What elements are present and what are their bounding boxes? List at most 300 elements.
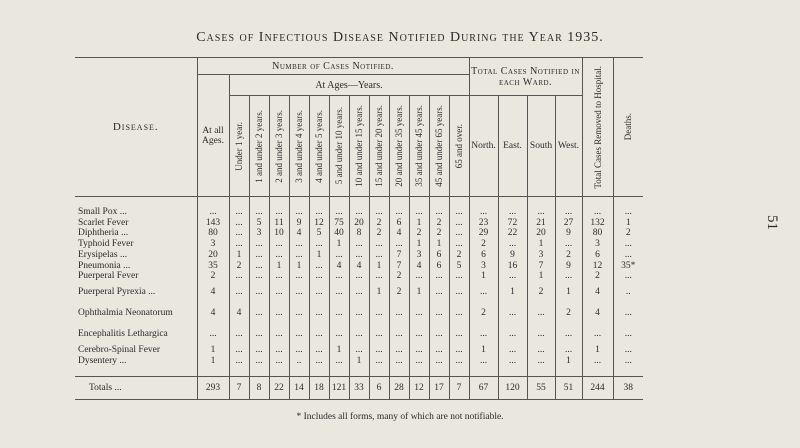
table-cell: ... xyxy=(309,239,329,250)
disease-name: Small Pox ... xyxy=(78,207,127,217)
footnote: * Includes all forms, many of which are not notifiable. xyxy=(296,412,504,422)
table-cell: 9 xyxy=(555,261,582,272)
table-cell: ... xyxy=(429,324,449,345)
table-cell: ... xyxy=(498,324,527,345)
table-cell: ... xyxy=(229,218,249,229)
table-cell: 2 xyxy=(555,303,582,324)
table-cell: ... xyxy=(449,207,469,218)
table-cell: 4 xyxy=(197,282,229,303)
table-cell: ... xyxy=(269,271,289,282)
table-cell: ... xyxy=(527,356,555,367)
table-cell: 1 xyxy=(329,239,349,250)
table-cell: ... xyxy=(249,303,269,324)
table-cell: 1 xyxy=(269,261,289,272)
table-cell: 5 xyxy=(309,228,329,239)
table-cell: ... xyxy=(527,345,555,356)
disease-name: Dysentery ... xyxy=(78,355,127,366)
table-cell: 20 xyxy=(197,250,229,261)
table-row xyxy=(75,250,643,261)
table-cell: ... xyxy=(229,271,249,282)
table-cell: 1 xyxy=(197,345,229,356)
ward-header: West. xyxy=(555,96,582,197)
age-group-header: 20 and under 35 years. xyxy=(389,96,409,197)
table-cell: 10 xyxy=(269,228,289,239)
table-cell: .. xyxy=(613,282,643,303)
table-cell: ... xyxy=(613,239,643,250)
totals-cell: 14 xyxy=(289,377,309,400)
table-cell: 6 xyxy=(429,250,449,261)
table-cell: ... xyxy=(289,324,309,345)
totals-cell: 6 xyxy=(369,377,389,400)
table-cell: 27 xyxy=(555,218,582,229)
table-cell: ... xyxy=(469,356,498,367)
table-cell: 8 xyxy=(349,228,369,239)
table-cell: ... xyxy=(249,282,269,303)
table-cell: 2 xyxy=(613,228,643,239)
table-cell: ... xyxy=(229,207,249,218)
table-row xyxy=(75,345,643,356)
table-cell: ... xyxy=(197,324,229,345)
table-cell: 3 xyxy=(249,228,269,239)
table-cell: ... xyxy=(449,324,469,345)
table-cell: 21 xyxy=(527,218,555,229)
table-cell: ... xyxy=(329,324,349,345)
table-cell: 2 xyxy=(389,271,409,282)
table-cell: ... xyxy=(389,345,409,356)
table-cell: ... xyxy=(555,207,582,218)
table-row xyxy=(75,282,643,303)
table-cell: ... xyxy=(309,356,329,367)
table-cell: 4 xyxy=(409,261,429,272)
table-row xyxy=(75,324,643,345)
table-cell: ... xyxy=(349,250,369,261)
table-cell: ... xyxy=(389,356,409,367)
table-cell: 2 xyxy=(229,261,249,272)
table-cell: ... xyxy=(369,303,389,324)
table-cell: 6 xyxy=(469,250,498,261)
disease-name: Puerperal Fever xyxy=(78,271,139,282)
table-cell: ... xyxy=(349,345,369,356)
table-cell: ... xyxy=(309,271,329,282)
table-cell: ... xyxy=(249,239,269,250)
table-cell: 2 xyxy=(527,282,555,303)
totals-cell: 18 xyxy=(309,377,329,400)
table-cell: ... xyxy=(349,303,369,324)
table-cell: 1 xyxy=(369,282,389,303)
age-group-header: Under 1 year. xyxy=(229,96,249,197)
table-cell: 4 xyxy=(289,228,309,239)
table-cell: ... xyxy=(329,282,349,303)
table-cell: 143 xyxy=(197,218,229,229)
table-cell: 2 xyxy=(469,239,498,250)
table-cell: ... xyxy=(309,324,329,345)
table-cell: ... xyxy=(249,207,269,218)
table-cell: ... xyxy=(289,345,309,356)
table-cell: 7 xyxy=(389,250,409,261)
table-cell: 2 xyxy=(197,271,229,282)
table-cell: ... xyxy=(498,239,527,250)
table-cell: 11 xyxy=(269,218,289,229)
table-cell: ... xyxy=(269,324,289,345)
table-cell: ... xyxy=(389,207,409,218)
table-cell: 1 xyxy=(329,345,349,356)
table-cell: ... xyxy=(229,356,249,367)
table-cell: ... xyxy=(329,271,349,282)
table-cell: ... xyxy=(409,356,429,367)
page-number: 51 xyxy=(764,215,780,230)
totals-cell: 7 xyxy=(449,377,469,400)
table-cell: 1 xyxy=(555,356,582,367)
table-cell: ... xyxy=(449,356,469,367)
table-cell: ... xyxy=(249,261,269,272)
table-cell: 1 xyxy=(197,356,229,367)
table-cell: ... xyxy=(289,250,309,261)
table-cell: 4 xyxy=(229,303,249,324)
disease-name: Puerperal Pyrexia ... xyxy=(78,287,156,298)
totals-label: Totals ... xyxy=(75,377,197,400)
table-cell: 1 xyxy=(469,345,498,356)
totals-cell: 22 xyxy=(269,377,289,400)
totals-cell: 67 xyxy=(469,377,498,400)
table-cell: ... xyxy=(429,271,449,282)
table-cell: ... xyxy=(369,345,389,356)
table-cell: 1 xyxy=(613,218,643,229)
age-group-header: 2 and under 3 years. xyxy=(269,96,289,197)
table-cell: 40 xyxy=(329,228,349,239)
table-cell: ... xyxy=(555,324,582,345)
table-cell: 29 xyxy=(469,228,498,239)
table-cell: 9 xyxy=(289,218,309,229)
table-cell: 12 xyxy=(309,218,329,229)
table-cell: ... xyxy=(613,271,643,282)
table-cell: 1 xyxy=(469,271,498,282)
table-cell: 35 xyxy=(197,261,229,272)
table-cell: ... xyxy=(309,303,329,324)
table-cell: ... xyxy=(309,207,329,218)
table-cell: 3 xyxy=(409,250,429,261)
table-cell: 4 xyxy=(329,261,349,272)
table-cell: ... xyxy=(269,345,289,356)
table-cell: 5 xyxy=(449,261,469,272)
age-group-header: 35 and under 45 years. xyxy=(409,96,429,197)
ages-years-header: At Ages—Years. xyxy=(229,75,469,96)
table-cell: 80 xyxy=(582,228,613,239)
totals-cell: 51 xyxy=(555,377,582,400)
table-cell: ... xyxy=(449,239,469,250)
disease-name: Cerebro-Spinal Fever xyxy=(78,344,161,355)
table-cell: 1 xyxy=(349,356,369,367)
table-cell: ... xyxy=(269,356,289,367)
table-cell: .. xyxy=(289,356,309,367)
table-cell: ... xyxy=(249,356,269,367)
ward-header: East. xyxy=(498,96,527,197)
table-cell: ... xyxy=(613,207,643,218)
disease-name: Erysipelas ... xyxy=(78,249,128,260)
table-cell: 12 xyxy=(582,261,613,272)
table-cell: ... xyxy=(409,303,429,324)
table-cell: ... xyxy=(289,207,309,218)
table-cell: ... xyxy=(449,303,469,324)
table-cell: 1 xyxy=(369,261,389,272)
deaths-header: Deaths. xyxy=(613,58,643,197)
table-cell: ... xyxy=(429,345,449,356)
table-cell: 72 xyxy=(498,218,527,229)
table-cell: ... xyxy=(269,207,289,218)
table-row xyxy=(75,271,643,282)
table-cell: ... xyxy=(449,345,469,356)
table-row xyxy=(75,218,643,229)
table-cell: ... xyxy=(613,356,643,367)
totals-row xyxy=(75,377,643,400)
table-cell: ... xyxy=(289,271,309,282)
table-cell: ... xyxy=(582,356,613,367)
table-cell: ... xyxy=(409,324,429,345)
table-cell: ... xyxy=(249,324,269,345)
table-cell: ... xyxy=(329,356,349,367)
table-cell: 1 xyxy=(309,250,329,261)
table-cell: ... xyxy=(555,271,582,282)
table-cell: ... xyxy=(369,271,389,282)
table-cell: ... xyxy=(329,250,349,261)
disease-name: Scarlet Fever xyxy=(78,217,129,228)
table-cell: ... xyxy=(409,345,429,356)
table-cell: 3 xyxy=(469,261,498,272)
table-cell: ... xyxy=(229,345,249,356)
totals-cell: 28 xyxy=(389,377,409,400)
table-cell: 1 xyxy=(498,282,527,303)
table-cell: 20 xyxy=(527,228,555,239)
table-cell: ... xyxy=(249,271,269,282)
totals-cell: 244 xyxy=(582,377,613,400)
disease-name: Typhoid Fever xyxy=(78,239,134,250)
disease-name: Encephalitis Lethargica xyxy=(78,329,168,340)
table-cell: ... xyxy=(269,303,289,324)
totals-cell: 12 xyxy=(409,377,429,400)
table-cell: 4 xyxy=(582,303,613,324)
table-cell: ... xyxy=(249,345,269,356)
table-cell: ... xyxy=(309,261,329,272)
table-cell: 23 xyxy=(469,218,498,229)
table-cell: ... xyxy=(329,207,349,218)
table-cell: 75 xyxy=(329,218,349,229)
ward-header: North. xyxy=(469,96,498,197)
age-group-header: 45 and under 65 years. xyxy=(429,96,449,197)
page-title: Cases of Infectious Disease Notified During the Year 1935. xyxy=(196,30,604,45)
table-cell: ... xyxy=(309,345,329,356)
table-cell: 4 xyxy=(197,303,229,324)
table-cell: ... xyxy=(449,271,469,282)
table-cell: ... xyxy=(498,303,527,324)
table-cell: ... xyxy=(329,303,349,324)
table-cell: 1 xyxy=(555,282,582,303)
table-cell: ... xyxy=(613,250,643,261)
table-row xyxy=(75,261,643,272)
disease-name: Pneumonia ... xyxy=(78,260,131,271)
table-cell: 2 xyxy=(429,218,449,229)
table-cell: ... xyxy=(229,239,249,250)
table-cell: 7 xyxy=(389,261,409,272)
table-cell: ... xyxy=(249,250,269,261)
table-cell: 4 xyxy=(582,282,613,303)
table-cell: ... xyxy=(349,324,369,345)
table-cell: 4 xyxy=(349,261,369,272)
totals-cell: 293 xyxy=(197,377,229,400)
table-cell: 2 xyxy=(409,228,429,239)
table-cell: ... xyxy=(498,356,527,367)
disease-name: Ophthalmia Neonatorum xyxy=(78,308,173,319)
table-cell: ... xyxy=(269,282,289,303)
table-row xyxy=(75,356,643,367)
table-cell: 2 xyxy=(389,282,409,303)
table-cell: 3 xyxy=(197,239,229,250)
table-cell: 3 xyxy=(582,239,613,250)
table-cell: ... xyxy=(429,303,449,324)
age-group-header: 4 and under 5 years. xyxy=(309,96,329,197)
totals-cell: 38 xyxy=(613,377,643,400)
table-cell: 5 xyxy=(249,218,269,229)
table-cell: 2 xyxy=(555,250,582,261)
table-row xyxy=(75,228,643,239)
table-cell: 1 xyxy=(527,239,555,250)
infectious-disease-table xyxy=(75,57,643,400)
table-cell: 22 xyxy=(498,228,527,239)
table-cell: ... xyxy=(429,356,449,367)
table-cell: ... xyxy=(389,324,409,345)
table-cell: 3 xyxy=(527,250,555,261)
removed-header: Total Cases Removed to Hospital. xyxy=(582,58,613,197)
table-row xyxy=(75,207,643,218)
totals-cell: 121 xyxy=(329,377,349,400)
ward-header: South xyxy=(527,96,555,197)
table-cell: ... xyxy=(289,303,309,324)
table-cell: ... xyxy=(469,324,498,345)
table-cell: ... xyxy=(613,303,643,324)
table-cell: ... xyxy=(369,356,389,367)
totals-cell: 55 xyxy=(527,377,555,400)
table-cell: ... xyxy=(369,207,389,218)
table-cell: 1 xyxy=(289,261,309,272)
table-cell: ... xyxy=(349,239,369,250)
table-cell: ... xyxy=(469,282,498,303)
totals-cell: 33 xyxy=(349,377,369,400)
table-cell: 1 xyxy=(429,239,449,250)
table-cell: 2 xyxy=(449,250,469,261)
table-cell: ... xyxy=(555,239,582,250)
table-cell: ... xyxy=(527,207,555,218)
table-cell: 16 xyxy=(498,261,527,272)
table-cell: 1 xyxy=(409,218,429,229)
table-cell: ... xyxy=(449,282,469,303)
table-cell: ... xyxy=(229,324,249,345)
table-cell: ... xyxy=(527,324,555,345)
table-cell: 2 xyxy=(582,271,613,282)
table-row xyxy=(75,239,643,250)
table-cell: 4 xyxy=(389,228,409,239)
all-ages-header: At all Ages. xyxy=(197,75,229,197)
age-group-header: 10 and under 15 years. xyxy=(349,96,369,197)
table-cell: 6 xyxy=(389,218,409,229)
table-cell: ... xyxy=(309,282,329,303)
table-row xyxy=(75,303,643,324)
table-cell: ... xyxy=(527,303,555,324)
table-cell: 7 xyxy=(527,261,555,272)
totals-cell: 120 xyxy=(498,377,527,400)
table-cell: ... xyxy=(429,207,449,218)
table-cell: ... xyxy=(289,282,309,303)
table-cell: ... xyxy=(498,271,527,282)
table-cell: 6 xyxy=(429,261,449,272)
table-cell: ... xyxy=(389,303,409,324)
table-cell: 9 xyxy=(498,250,527,261)
table-cell: ... xyxy=(229,228,249,239)
table-cell: 2 xyxy=(429,228,449,239)
table-cell: 20 xyxy=(349,218,369,229)
table-cell: ... xyxy=(349,282,369,303)
table-cell: 6 xyxy=(582,250,613,261)
table-cell: ... xyxy=(269,250,289,261)
number-of-cases-header: Number of Cases Notified. xyxy=(197,58,469,75)
table-cell: 35* xyxy=(613,261,643,272)
table-cell: 2 xyxy=(369,228,389,239)
table-cell: 1 xyxy=(409,282,429,303)
table-cell: ... xyxy=(349,271,369,282)
table-cell: 1 xyxy=(409,239,429,250)
table-cell: ... xyxy=(197,207,229,218)
table-cell: ... xyxy=(498,207,527,218)
table-cell: ... xyxy=(613,324,643,345)
table-cell: ... xyxy=(449,228,469,239)
table-cell: ... xyxy=(349,207,369,218)
age-group-header: 5 and under 10 years. xyxy=(329,96,349,197)
table-cell: 1 xyxy=(229,250,249,261)
table-cell: ... xyxy=(289,239,309,250)
table-cell: ... xyxy=(582,207,613,218)
table-cell: ... xyxy=(409,207,429,218)
table-cell: 9 xyxy=(555,228,582,239)
table-cell: 1 xyxy=(527,271,555,282)
table-cell: ... xyxy=(613,345,643,356)
table-cell: 2 xyxy=(469,303,498,324)
disease-name: Diphtheria ... xyxy=(78,228,129,239)
ward-totals-header: Total Cases Notified in each Ward. xyxy=(469,58,582,96)
table-cell: ... xyxy=(469,207,498,218)
age-group-header: 1 and under 2 years. xyxy=(249,96,269,197)
age-group-header: 65 and over. xyxy=(449,96,469,197)
totals-cell: 8 xyxy=(249,377,269,400)
table-cell: 2 xyxy=(369,218,389,229)
disease-header: Disease. xyxy=(75,58,197,197)
table-cell: ... xyxy=(555,345,582,356)
table-cell: ... xyxy=(369,324,389,345)
table-cell: 132 xyxy=(582,218,613,229)
table-cell: 1 xyxy=(582,345,613,356)
table-cell: ... xyxy=(582,324,613,345)
table-cell: ... xyxy=(498,345,527,356)
age-group-header: 15 and under 20 years. xyxy=(369,96,389,197)
table-cell: ... xyxy=(369,250,389,261)
table-cell: ... xyxy=(229,282,249,303)
table-cell: ... xyxy=(409,271,429,282)
table-cell: ... xyxy=(429,282,449,303)
table-cell: ... xyxy=(389,239,409,250)
totals-cell: 17 xyxy=(429,377,449,400)
totals-cell: 7 xyxy=(229,377,249,400)
table-cell: ... xyxy=(369,239,389,250)
table-cell: 80 xyxy=(197,228,229,239)
table-cell: ... xyxy=(449,218,469,229)
table-cell: ... xyxy=(269,239,289,250)
age-group-header: 3 and under 4 years. xyxy=(289,96,309,197)
